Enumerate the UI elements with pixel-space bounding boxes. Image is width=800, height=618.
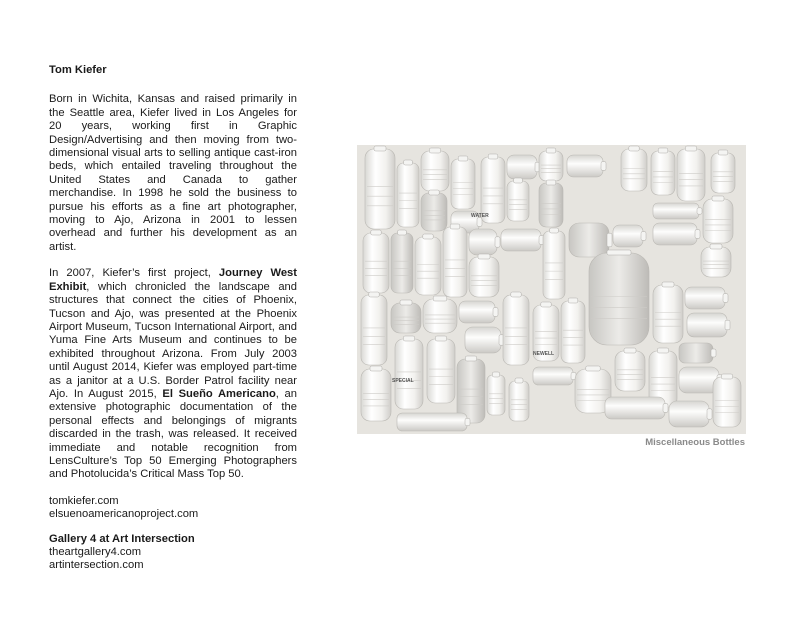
bottle-shape (653, 285, 683, 343)
bottle-cap (712, 196, 724, 201)
bottles-photo (357, 145, 746, 434)
bottle-shape (615, 351, 645, 391)
bottle-cap (371, 230, 381, 235)
link-elsueno[interactable]: elsuenoamericanoproject.com (49, 508, 199, 521)
artist-links (49, 495, 297, 522)
bottle-shape (421, 151, 449, 191)
link-tomkiefer[interactable]: tomkiefer.com (49, 494, 119, 507)
bottle-cap (624, 348, 636, 353)
bio-text: , an extensive photographic documentation of the personal effects and belongings of migrants discarded in the trash, was released. It received immediate and notable recognition from LensCulture’s Top 50 Emerging Photographers and Photolucida’s Critical Mass Top 50. (49, 387, 297, 481)
bottle-shape (539, 151, 563, 181)
bottle-cap (546, 180, 556, 185)
bottle-cap (404, 160, 413, 165)
bottle-cap (629, 146, 639, 151)
bottle-cap (725, 320, 730, 330)
bottle-label-2: NEWELL (533, 351, 555, 357)
bio-text: , which chronicled the landscape and structures that connect the cities of Phoenix, Tucson and Ajo, was presented at the Phoenix Airport Museum, Tucson International Airport, and Yuma Fine Arts Museum and continues to be exhibited throughout Arizona. From July 2003 until August 2014, Kiefer was employed part-time as a janitor at a U.S. Border Patrol facility near Ajo. In August 2015, (49, 280, 297, 400)
bottle-cap (400, 300, 412, 305)
bio-paragraph-2 (49, 267, 297, 482)
bottle-cap (370, 366, 382, 371)
bottle-cap (601, 162, 606, 171)
bottle-shape (397, 413, 467, 431)
bottle-cap (550, 228, 559, 233)
bottle-shape (589, 253, 649, 345)
bottle-shape (713, 377, 741, 427)
artist-name: Tom Kiefer (49, 64, 107, 76)
bottle-shape (679, 343, 713, 363)
bottle-shape (507, 155, 537, 179)
bottle-cap (607, 233, 612, 247)
bottle-shape (613, 225, 643, 247)
bottle-shape (677, 149, 705, 201)
bottle-cap (586, 366, 600, 371)
bottle-shape (443, 227, 467, 297)
bottle-shape (669, 401, 709, 427)
bottle-cap (492, 372, 499, 377)
bottle-cap (493, 308, 498, 317)
bottle-cap (546, 148, 556, 153)
bottle-shape (507, 181, 529, 221)
bottle-shape (685, 287, 725, 309)
bottle-shape (701, 247, 731, 277)
bottle-cap (515, 378, 523, 383)
bottle-label-1: SPECIAL (392, 378, 414, 384)
link-theartgallery4[interactable]: theartgallery4.com (49, 546, 142, 558)
bottle-cap (465, 418, 470, 425)
bottle-shape (427, 339, 455, 403)
bottle-cap (723, 294, 728, 303)
bottle-cap (495, 237, 500, 247)
bottle-shape (487, 375, 505, 415)
bottle-cap (433, 296, 447, 301)
project-title-journey-west: Journey West Exhibit (49, 267, 298, 293)
bottle-cap (488, 154, 498, 159)
bottle-shape (569, 223, 609, 257)
bottle-cap (568, 298, 578, 303)
bottle-shape (539, 183, 563, 227)
bottle-shape (365, 149, 395, 229)
bottle-cap (710, 244, 722, 249)
bottle-cap (718, 150, 728, 155)
bottle-shape (687, 313, 727, 337)
bottle-shape (533, 367, 573, 385)
bottle-shape (363, 233, 389, 293)
bottle-shape (653, 223, 697, 245)
bottle-shape (415, 237, 441, 295)
text-column (49, 64, 297, 573)
bottle-shape (421, 193, 447, 231)
bottle-shape (567, 155, 603, 177)
bio-text: In 2007, Kiefer’s first project, (49, 267, 219, 280)
bottle-cap (685, 146, 696, 151)
bottle-cap (429, 190, 439, 195)
bottle-cap (511, 292, 521, 297)
bottle-cap (663, 404, 668, 413)
bottle-cap (429, 148, 440, 153)
bottle-shape (621, 149, 647, 191)
bottle-cap (465, 356, 476, 361)
bottle-shape (711, 153, 735, 193)
bottle-shape (469, 229, 497, 255)
bottle-shape (459, 301, 495, 323)
project-title-el-sueno: El Sueño Americano (162, 387, 276, 400)
bottle-cap (514, 178, 523, 183)
bottle-cap (374, 146, 386, 151)
bottle-cap (658, 148, 668, 153)
bottle-cap (662, 282, 674, 287)
bottle-cap (695, 230, 700, 239)
bottle-cap (369, 292, 379, 297)
gallery-block (49, 533, 297, 573)
bottle-cap (450, 224, 460, 229)
bottle-cap (641, 232, 646, 241)
bottle-shape (395, 339, 423, 409)
bottles-illustration (357, 145, 746, 434)
bottle-cap (478, 254, 490, 259)
photo-caption: Miscellaneous Bottles (645, 437, 745, 448)
bottle-cap (435, 336, 446, 341)
bottle-shape (397, 163, 419, 227)
bottle-shape (605, 397, 665, 419)
bottle-cap (541, 302, 551, 307)
bottle-shape (469, 257, 499, 297)
bottle-shape (653, 203, 699, 219)
gallery-title: Gallery 4 at Art Intersection (49, 532, 195, 545)
bottle-cap (707, 409, 712, 419)
bottle-cap (398, 230, 407, 235)
bottle-shape (503, 295, 529, 365)
bottle-cap (657, 348, 668, 353)
bottle-shape (451, 159, 475, 209)
bottle-shape (651, 151, 675, 195)
bottle-cap (458, 156, 468, 161)
bottle-cap (607, 250, 631, 255)
bottle-shape (561, 301, 585, 363)
bottle-cap (721, 374, 732, 379)
link-artintersection[interactable]: artintersection.com (49, 559, 144, 572)
bottle-label-3: WATER (471, 213, 489, 219)
bottle-cap (403, 336, 414, 341)
bottle-shape (391, 233, 413, 293)
bottle-shape (361, 369, 391, 421)
bio-paragraph-1: Born in Wichita, Kansas and raised primarily in the Seattle area, Kiefer lived in Los Angeles for 20 years, working first in Graphic Design/Advertising and then moving from two-dimensional visual arts to selling antique cast-iron beds, which entailed traveling throughout the United States and Canada to gather merchandise. In 1998 he sold the business to pursue his efforts as a fine art photographer, moving to Ajo, Arizona in 2001 to lessen overhead and further his development as an artist. (49, 93, 297, 253)
bottle-shape (543, 231, 565, 299)
bottle-shape (501, 229, 541, 251)
bottle-shape (703, 199, 733, 243)
bottle-shape (465, 327, 501, 353)
bottle-shape (509, 381, 529, 421)
bottle-shape (361, 295, 387, 365)
bottle-cap (423, 234, 433, 239)
bottle-cap (711, 349, 716, 357)
bottle-shape (423, 299, 457, 333)
bottle-cap (697, 208, 702, 214)
bottle-shape (391, 303, 421, 333)
